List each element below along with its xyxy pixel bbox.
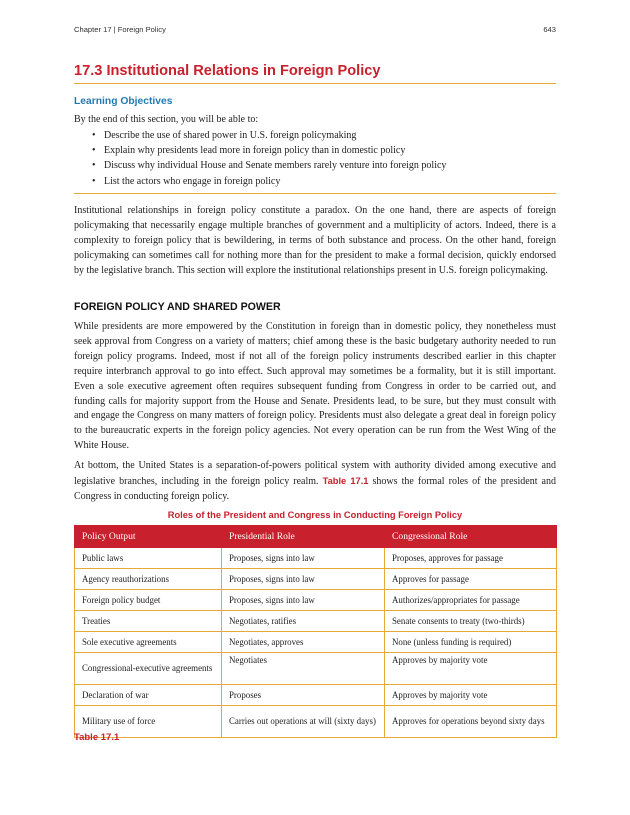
table-row [75, 632, 557, 653]
table-row [75, 569, 557, 590]
table-row [75, 590, 557, 611]
table-cell: Senate consents to treaty (two-thirds) [385, 611, 557, 632]
table-row [75, 548, 557, 569]
table-cell: Treaties [75, 611, 222, 632]
table-cell: Proposes, signs into law [222, 548, 385, 569]
column-header: Congressional Role [385, 526, 557, 548]
table-header-row [75, 526, 557, 548]
roles-table [74, 525, 557, 738]
table-row [75, 706, 557, 738]
table-label: Table 17.1 [74, 732, 120, 743]
running-header [74, 25, 556, 34]
learning-objectives-intro: By the end of this section, you will be able to: [74, 114, 259, 125]
table-row [75, 611, 557, 632]
table-cell: Foreign policy budget [75, 590, 222, 611]
column-header: Policy Output [75, 526, 222, 548]
table-cell: Congressional-executive agreements [75, 653, 222, 685]
table-cell: Proposes, approves for passage [385, 548, 557, 569]
learning-objectives-list [74, 128, 446, 189]
title-rule [74, 83, 556, 84]
paragraph-text: shows the formal roles of the president and Congress in conducting foreign policy. [74, 475, 556, 502]
table-cell: Authorizes/appropriates for passage [385, 590, 557, 611]
table-cell: Proposes, signs into law [222, 569, 385, 590]
table-cell: Agency reauthorizations [75, 569, 222, 590]
separation-paragraph [74, 459, 556, 505]
shared-power-paragraph: While presidents are more empowered by the Constitution in foreign than in domestic policy, they nonetheless must seek approval from Congress on a variety of matters; chief among these is the basic budgetary authority needed to run foreign policy programs. Indeed, most if not all of the foreign policy instruments described earlier in this chapter require interbranch approval to go into effect. Such approval may sometimes be a formality, but it is still important. Even a sole executive agreement often requires subsequent funding from Congress in order to be carried out, and funding calls for majority support from the House and Senate. Presidents lead, to be sure, but they must consult with and engage the Congress on many matters of foreign policy. Presidents must also delegate a great deal in foreign policy to the bureaucratic experts in the foreign policy agencies. Not every operation can be run from the West Wing of the White House. [74, 321, 556, 452]
intro-paragraph: Institutional relationships in foreign policy constitute a paradox. On the one hand, there are aspects of foreign policymaking that necessarily engage multiple branches of government and a multiplicity of actors. Indeed, there is a complexity to foreign policy that is bewildering, in terms of both substance and process. On the other hand, foreign policymaking can sometimes call for nothing more than for the president to make a formal decision, quickly endorsed by the legislative branch. This section will explore the institutional relationships present in U.S. foreign policymaking. [74, 205, 556, 276]
objective-item: • Describe the use of shared power in U.S. foreign policymaking [74, 128, 446, 143]
learning-objectives-heading: Learning Objectives [74, 96, 173, 107]
table-cell: None (unless funding is required) [385, 632, 557, 653]
table-cell: Approves by majority vote [385, 653, 557, 685]
objective-item: • Discuss why individual House and Senate members rarely venture into foreign policy [74, 158, 446, 173]
table-cell: Negotiates [222, 653, 385, 685]
table-cell: Proposes, signs into law [222, 590, 385, 611]
subsection-title: FOREIGN POLICY AND SHARED POWER [74, 301, 281, 313]
table-cell: Approves for operations beyond sixty days [385, 706, 557, 738]
column-header: Presidential Role [222, 526, 385, 548]
table-reference-link[interactable]: Table 17.1 [322, 475, 369, 486]
paragraph-text: At bottom, the United States is a separation-of-powers political system with authority divided among executive and legislative branches, including in the foreign policy realm. [74, 460, 556, 487]
table-row [75, 653, 557, 685]
table-cell: Public laws [75, 548, 222, 569]
chapter-label: Chapter 17 | Foreign Policy [74, 25, 166, 34]
table-cell: Approves by majority vote [385, 685, 557, 706]
table-cell: Negotiates, approves [222, 632, 385, 653]
objective-item: • Explain why presidents lead more in foreign policy than in domestic policy [74, 143, 446, 158]
table-cell: Approves for passage [385, 569, 557, 590]
table-caption: Roles of the President and Congress in Conducting Foreign Policy [167, 510, 463, 520]
table-cell: Sole executive agreements [75, 632, 222, 653]
table-cell: Military use of force [75, 706, 222, 738]
table-cell: Negotiates, ratifies [222, 611, 385, 632]
table-cell: Carries out operations at will (sixty days) [222, 706, 385, 738]
objective-item: • List the actors who engage in foreign policy [74, 174, 446, 189]
objectives-rule [74, 193, 556, 194]
table-cell: Proposes [222, 685, 385, 706]
page-number: 643 [543, 25, 556, 34]
section-title: 17.3 Institutional Relations in Foreign Policy [74, 63, 381, 79]
table-row [75, 685, 557, 706]
table-cell: Declaration of war [75, 685, 222, 706]
